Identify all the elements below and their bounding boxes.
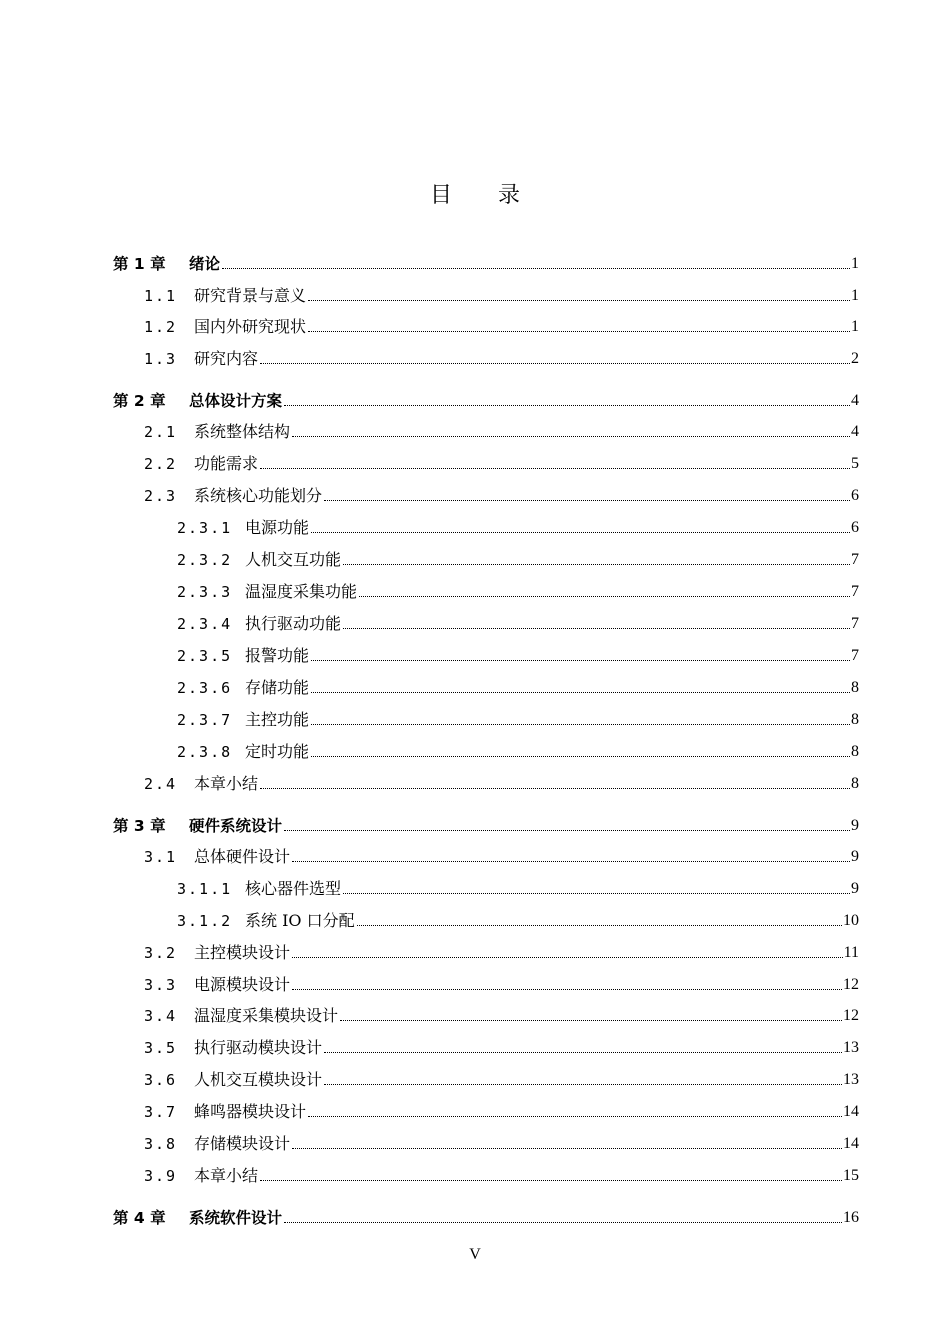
toc-dot-leader bbox=[311, 724, 850, 725]
toc-dot-leader bbox=[308, 1116, 842, 1117]
toc-entry-page: 7 bbox=[851, 583, 859, 600]
toc-entry-number: 第 4 章 bbox=[113, 1209, 166, 1227]
toc-entry-title: 系统 IO 口分配 bbox=[245, 911, 355, 930]
toc-entry-page: 1 bbox=[851, 318, 859, 335]
toc-entry-page: 2 bbox=[851, 350, 859, 367]
toc-section-entry[interactable] bbox=[144, 418, 859, 442]
toc-dot-leader bbox=[222, 268, 850, 269]
toc-entry-title: 报警功能 bbox=[245, 646, 310, 665]
toc-entry-title: 执行驱动功能 bbox=[245, 614, 342, 633]
toc-dot-leader bbox=[292, 1148, 842, 1149]
toc-entry-title: 蜂鸣器模块设计 bbox=[194, 1102, 307, 1121]
toc-subsection-entry[interactable] bbox=[177, 546, 859, 570]
toc-entry-page: 8 bbox=[851, 679, 859, 696]
toc-entry-title: 系统整体结构 bbox=[194, 422, 291, 441]
toc-entry-title: 绪论 bbox=[189, 255, 221, 273]
toc-entry-page: 9 bbox=[851, 817, 859, 834]
toc-entry-number: 2.3 bbox=[144, 487, 178, 505]
toc-entry-title: 电源模块设计 bbox=[194, 975, 291, 994]
toc-section-entry[interactable] bbox=[144, 1034, 859, 1058]
toc-entry-title: 电源功能 bbox=[245, 518, 310, 537]
toc-dot-leader bbox=[340, 1020, 842, 1021]
toc-entry-number: 1.2 bbox=[144, 318, 178, 336]
toc-entry-page: 7 bbox=[851, 647, 859, 664]
toc-entry-number: 3.1.2 bbox=[177, 912, 233, 930]
toc-entry-title: 功能需求 bbox=[194, 454, 259, 473]
toc-entry-page: 10 bbox=[843, 912, 859, 929]
toc-dot-leader bbox=[284, 830, 850, 831]
toc-dot-leader bbox=[260, 788, 850, 789]
toc-entry-page: 7 bbox=[851, 551, 859, 568]
toc-dot-leader bbox=[292, 989, 842, 990]
toc-subsection-entry[interactable] bbox=[177, 875, 859, 899]
toc-dot-leader bbox=[308, 300, 850, 301]
toc-dot-leader bbox=[359, 596, 850, 597]
toc-entry-number: 3.9 bbox=[144, 1167, 178, 1185]
toc-dot-leader bbox=[343, 564, 850, 565]
toc-subsection-entry[interactable] bbox=[177, 642, 859, 666]
toc-section-entry[interactable] bbox=[144, 843, 859, 867]
toc-entry-page: 8 bbox=[851, 743, 859, 760]
toc-entry-title: 存储模块设计 bbox=[194, 1134, 291, 1153]
toc-entry-page: 6 bbox=[851, 519, 859, 536]
toc-subsection-entry[interactable] bbox=[177, 514, 859, 538]
toc-entry-page: 7 bbox=[851, 615, 859, 632]
toc-entry-number: 2.3.1 bbox=[177, 519, 233, 537]
toc-dot-leader bbox=[324, 1084, 842, 1085]
toc-chapter-entry[interactable] bbox=[113, 812, 859, 836]
toc-section-entry[interactable] bbox=[144, 450, 859, 474]
toc-dot-leader bbox=[324, 500, 850, 501]
toc-entry-number: 3.4 bbox=[144, 1007, 178, 1025]
toc-entry-title: 系统核心功能划分 bbox=[194, 486, 323, 505]
toc-dot-leader bbox=[292, 861, 850, 862]
toc-section-entry[interactable] bbox=[144, 1002, 859, 1026]
toc-entry-number: 第 3 章 bbox=[113, 817, 166, 835]
toc-entry-number: 3.7 bbox=[144, 1103, 178, 1121]
toc-dot-leader bbox=[311, 756, 850, 757]
toc-subsection-entry[interactable] bbox=[177, 610, 859, 634]
toc-entry-title: 国内外研究现状 bbox=[194, 317, 307, 336]
toc-entry-page: 9 bbox=[851, 880, 859, 897]
toc-entry-page: 1 bbox=[851, 287, 859, 304]
toc-section-entry[interactable] bbox=[144, 282, 859, 306]
toc-entry-title: 人机交互功能 bbox=[245, 550, 342, 569]
toc-entry-page: 14 bbox=[843, 1103, 859, 1120]
toc-entry-title: 总体设计方案 bbox=[189, 392, 283, 410]
toc-section-entry[interactable] bbox=[144, 971, 859, 995]
toc-entry-title: 研究背景与意义 bbox=[194, 286, 307, 305]
toc-dot-leader bbox=[324, 1052, 842, 1053]
toc-subsection-entry[interactable] bbox=[177, 907, 859, 931]
toc-entry-title: 本章小结 bbox=[194, 1166, 259, 1185]
toc-entry-page: 13 bbox=[843, 1039, 859, 1056]
toc-entry-number: 2.3.6 bbox=[177, 679, 233, 697]
toc-entry-page: 4 bbox=[851, 392, 859, 409]
toc-entry-number: 2.3.5 bbox=[177, 647, 233, 665]
toc-dot-leader bbox=[311, 532, 850, 533]
toc-dot-leader bbox=[357, 925, 842, 926]
toc-section-entry[interactable] bbox=[144, 1162, 859, 1186]
toc-entry-title: 系统软件设计 bbox=[189, 1209, 283, 1227]
toc-subsection-entry[interactable] bbox=[177, 706, 859, 730]
toc-entry-number: 3.8 bbox=[144, 1135, 178, 1153]
toc-section-entry[interactable] bbox=[144, 1066, 859, 1090]
toc-entry-title: 硬件系统设计 bbox=[189, 817, 283, 835]
toc-entry-title: 存储功能 bbox=[245, 678, 310, 697]
toc-entry-number: 第 1 章 bbox=[113, 255, 166, 273]
toc-entry-page: 12 bbox=[843, 1007, 859, 1024]
toc-dot-leader bbox=[260, 1180, 842, 1181]
toc-entry-title: 总体硬件设计 bbox=[194, 847, 291, 866]
toc-entry-number: 2.3.7 bbox=[177, 711, 233, 729]
toc-entry-page: 8 bbox=[851, 775, 859, 792]
toc-subsection-entry[interactable] bbox=[177, 738, 859, 762]
toc-section-entry[interactable] bbox=[144, 770, 859, 794]
toc-subsection-entry[interactable] bbox=[177, 674, 859, 698]
toc-chapter-entry[interactable] bbox=[113, 387, 859, 411]
toc-entry-number: 3.1 bbox=[144, 848, 178, 866]
toc-entry-page: 6 bbox=[851, 487, 859, 504]
toc-entry-number: 1.3 bbox=[144, 350, 178, 368]
toc-entry-number: 3.2 bbox=[144, 944, 178, 962]
toc-entry-page: 13 bbox=[843, 1071, 859, 1088]
toc-entry-number: 2.4 bbox=[144, 775, 178, 793]
toc-dot-leader bbox=[284, 1222, 842, 1223]
toc-section-entry[interactable] bbox=[144, 482, 859, 506]
toc-entry-page: 14 bbox=[843, 1135, 859, 1152]
toc-entry-title: 主控模块设计 bbox=[194, 943, 291, 962]
toc-entry-page: 5 bbox=[851, 455, 859, 472]
toc-entry-number: 2.3.8 bbox=[177, 743, 233, 761]
toc-section-entry[interactable] bbox=[144, 345, 859, 369]
toc-entry-title: 本章小结 bbox=[194, 774, 259, 793]
toc-entry-title: 温湿度采集模块设计 bbox=[194, 1006, 339, 1025]
toc-chapter-entry[interactable] bbox=[113, 250, 859, 274]
toc-subsection-entry[interactable] bbox=[177, 578, 859, 602]
toc-entry-number: 1.1 bbox=[144, 287, 178, 305]
toc-dot-leader bbox=[308, 331, 850, 332]
toc-dot-leader bbox=[260, 363, 850, 364]
toc-entry-number: 3.5 bbox=[144, 1039, 178, 1057]
toc-entry-title: 执行驱动模块设计 bbox=[194, 1038, 323, 1057]
toc-entry-page: 8 bbox=[851, 711, 859, 728]
toc-entry-page: 16 bbox=[843, 1209, 859, 1226]
toc-entry-page: 4 bbox=[851, 423, 859, 440]
toc-entry-number: 3.1.1 bbox=[177, 880, 233, 898]
toc-entry-page: 15 bbox=[843, 1167, 859, 1184]
toc-entry-number: 2.3.4 bbox=[177, 615, 233, 633]
toc-entry-number: 第 2 章 bbox=[113, 392, 166, 410]
toc-entry-number: 3.6 bbox=[144, 1071, 178, 1089]
toc-entry-page: 11 bbox=[843, 944, 859, 961]
toc-dot-leader bbox=[311, 692, 850, 693]
toc-entry-page: 12 bbox=[843, 976, 859, 993]
toc-entry-page: 1 bbox=[851, 255, 859, 272]
toc-entry-title: 温湿度采集功能 bbox=[245, 582, 358, 601]
toc-entry-number: 2.3.2 bbox=[177, 551, 233, 569]
toc-entry-number: 2.2 bbox=[144, 455, 178, 473]
toc-entry-number: 2.1 bbox=[144, 423, 178, 441]
toc-dot-leader bbox=[260, 468, 850, 469]
toc-section-entry[interactable] bbox=[144, 1130, 859, 1154]
toc-dot-leader bbox=[311, 660, 850, 661]
page-number: V bbox=[469, 1246, 481, 1263]
toc-section-entry[interactable] bbox=[144, 1098, 859, 1122]
toc-entry-title: 研究内容 bbox=[194, 349, 259, 368]
toc-dot-leader bbox=[292, 436, 850, 437]
toc-dot-leader bbox=[343, 893, 850, 894]
toc-section-entry[interactable] bbox=[144, 939, 859, 963]
page-title: 目录 bbox=[429, 183, 566, 208]
toc-dot-leader bbox=[292, 957, 843, 958]
toc-entry-page: 9 bbox=[851, 848, 859, 865]
toc-dot-leader bbox=[284, 405, 850, 406]
toc-entry-number: 2.3.3 bbox=[177, 583, 233, 601]
toc-entry-title: 定时功能 bbox=[245, 742, 310, 761]
toc-entry-title: 核心器件选型 bbox=[245, 879, 342, 898]
toc-section-entry[interactable] bbox=[144, 313, 859, 337]
toc-dot-leader bbox=[343, 628, 850, 629]
toc-entry-number: 3.3 bbox=[144, 976, 178, 994]
toc-chapter-entry[interactable] bbox=[113, 1204, 859, 1228]
toc-entry-title: 主控功能 bbox=[245, 710, 310, 729]
toc-entry-title: 人机交互模块设计 bbox=[194, 1070, 323, 1089]
